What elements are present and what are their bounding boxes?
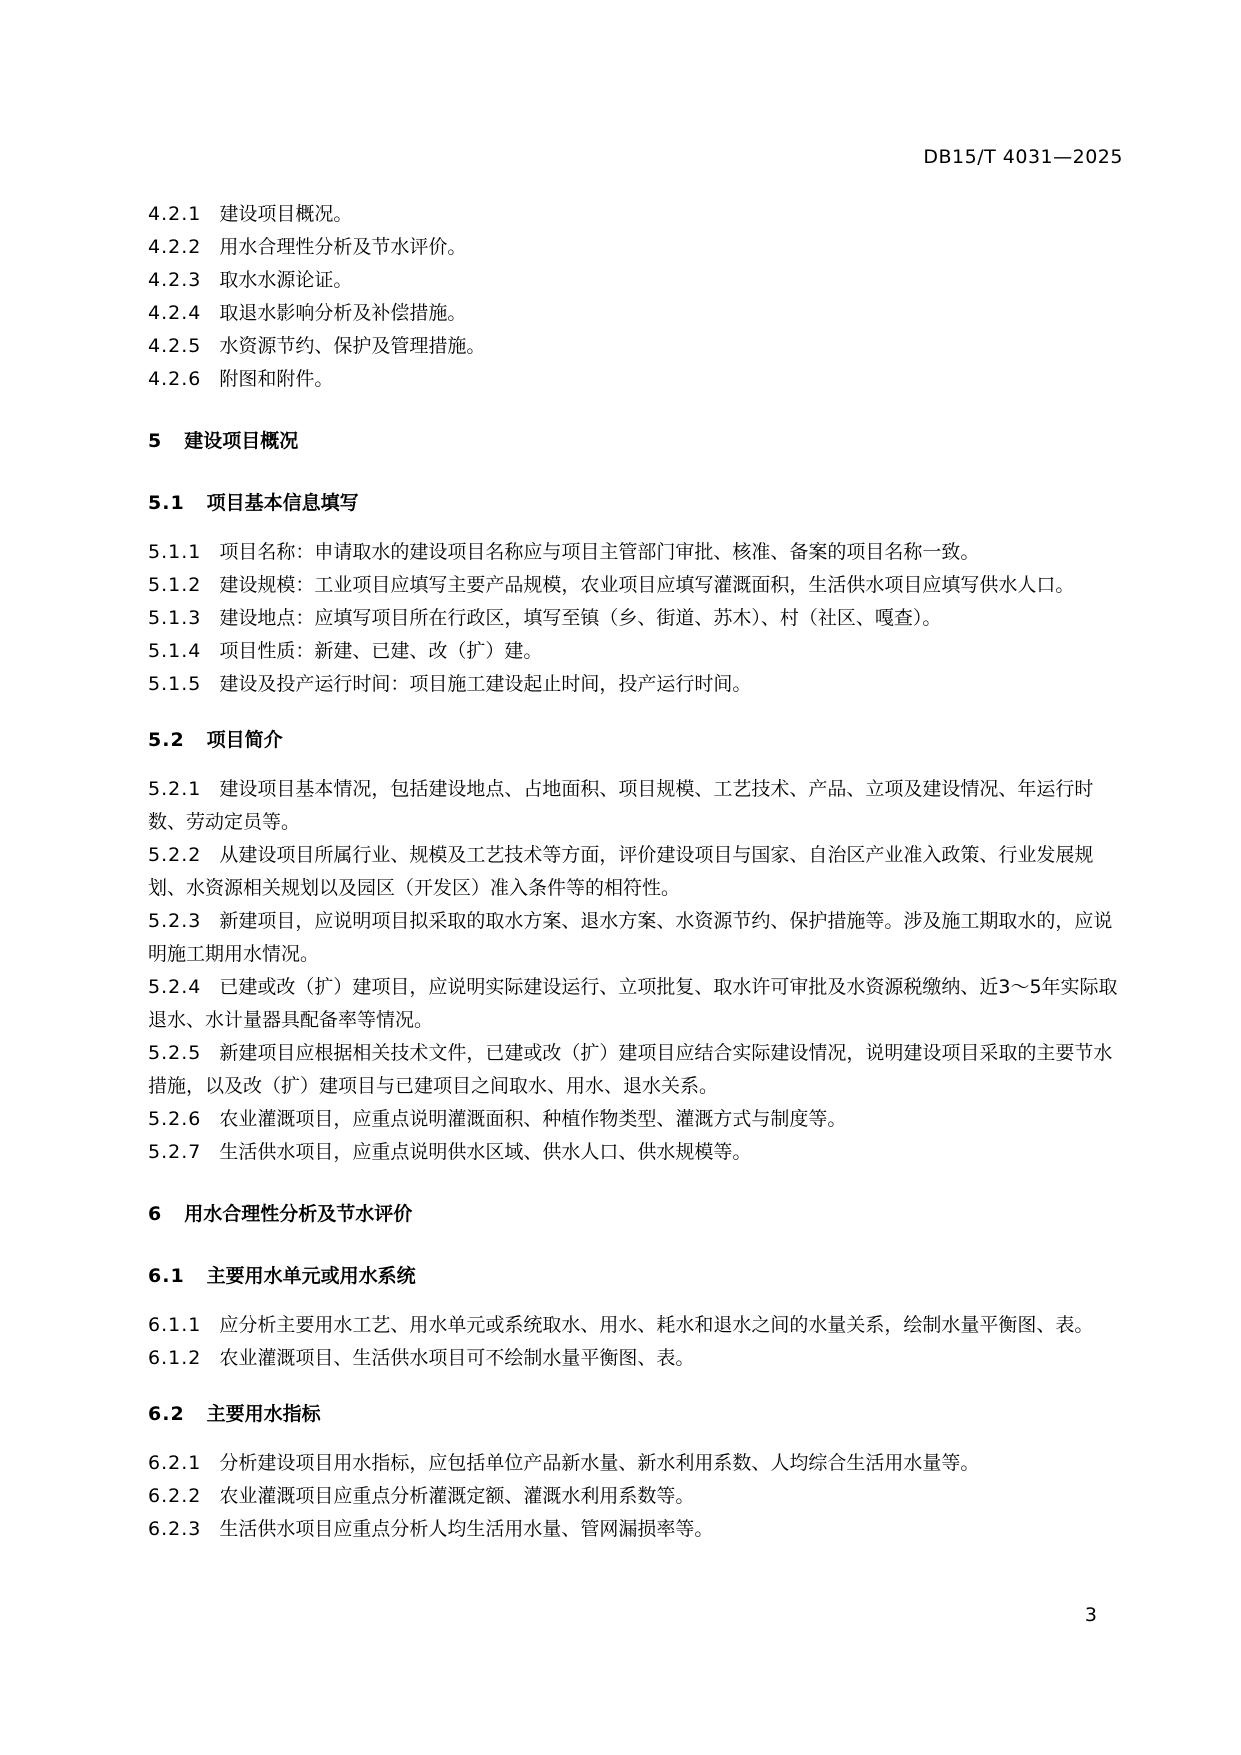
- item-text: 取水水源论证。: [219, 269, 353, 291]
- clause: 6.1.2 农业灌溉项目、生活供水项目可不绘制水量平衡图、表。: [148, 1347, 695, 1369]
- item-number: 4.2.4: [148, 302, 202, 324]
- page-number: 3: [1084, 1604, 1097, 1626]
- clause: 5.2.1 建设项目基本情况，包括建设地点、占地面积、项目规模、工艺技术、产品、立项及建设情况、年运行时数、劳动定员等。: [148, 778, 1094, 833]
- clause: 5.1.3 建设地点：应填写项目所在行政区，填写至镇（乡、街道、苏木）、村（社区、嘎查）。: [148, 607, 942, 629]
- section-5-1-items: [148, 536, 1123, 701]
- clause: 5.2.5 新建项目应根据相关技术文件，已建或改（扩）建项目应结合实际建设情况，说明建设项目采取的主要节水措施，以及改（扩）建项目与已建项目之间取水、用水、退水关系。: [148, 1042, 1113, 1097]
- list-item: [148, 231, 1123, 264]
- item-text: 附图和附件。: [219, 368, 334, 390]
- list-item: [148, 264, 1123, 297]
- item-number: 4.2.5: [148, 335, 202, 357]
- section-6-heading: 6 用水合理性分析及节水评价: [148, 1203, 413, 1225]
- item-number: 4.2.1: [148, 203, 202, 225]
- document-code: DB15/T 4031—2025: [923, 146, 1123, 168]
- clause: 6.2.3 生活供水项目应重点分析人均生活用水量、管网漏损率等。: [148, 1518, 714, 1540]
- clause: 5.1.5 建设及投产运行时间：项目施工建设起止时间，投产运行时间。: [148, 673, 752, 695]
- section-6-2-items: [148, 1447, 1123, 1546]
- page-content: [148, 198, 1123, 1546]
- item-text: 取退水影响分析及补偿措施。: [219, 302, 467, 324]
- section-5-heading: 5 建设项目概况: [148, 430, 299, 452]
- section-5-2-items: [148, 773, 1123, 1169]
- clause: 5.2.7 生活供水项目，应重点说明供水区域、供水人口、供水规模等。: [148, 1141, 752, 1163]
- clause: 5.2.6 农业灌溉项目，应重点说明灌溉面积、种植作物类型、灌溉方式与制度等。: [148, 1108, 847, 1130]
- clause: 6.1.1 应分析主要用水工艺、用水单元或系统取水、用水、耗水和退水之间的水量关系，绘制水量平衡图、表。: [148, 1314, 1094, 1336]
- item-text: 建设项目概况。: [219, 203, 353, 225]
- list-item: [148, 363, 1123, 396]
- clause: 6.2.1 分析建设项目用水指标，应包括单位产品新水量、新水利用系数、人均综合生活用水量等。: [148, 1452, 980, 1474]
- section-6-1-items: [148, 1309, 1123, 1375]
- list-item: [148, 330, 1123, 363]
- clause: 5.1.4 项目性质：新建、已建、改（扩）建。: [148, 640, 543, 662]
- item-text: 水资源节约、保护及管理措施。: [219, 335, 486, 357]
- clause: 5.2.4 已建或改（扩）建项目，应说明实际建设运行、立项批复、取水许可审批及水资源税缴纳、近3～5年实际取退水、水计量器具配备率等情况。: [148, 976, 1118, 1031]
- clause: 5.2.2 从建设项目所属行业、规模及工艺技术等方面，评价建设项目与国家、自治区产业准入政策、行业发展规划、水资源相关规划以及园区（开发区）准入条件等的相符性。: [148, 844, 1094, 899]
- section-6-2-heading: 6.2 主要用水指标: [148, 1403, 321, 1425]
- section-5-2-heading: 5.2 项目简介: [148, 729, 283, 751]
- clause: 6.2.2 农业灌溉项目应重点分析灌溉定额、灌溉水利用系数等。: [148, 1485, 695, 1507]
- list-item: [148, 198, 1123, 231]
- section-5-1-heading: 5.1 项目基本信息填写: [148, 492, 359, 514]
- clause: 5.2.3 新建项目，应说明项目拟采取的取水方案、退水方案、水资源节约、保护措施等。涉及施工期取水的，应说明施工期用水情况。: [148, 910, 1113, 965]
- item-text: 用水合理性分析及节水评价。: [219, 236, 467, 258]
- item-number: 4.2.2: [148, 236, 202, 258]
- section-6-1-heading: 6.1 主要用水单元或用水系统: [148, 1265, 416, 1287]
- item-number: 4.2.3: [148, 269, 202, 291]
- clause: 5.1.2 建设规模：工业项目应填写主要产品规模，农业项目应填写灌溉面积，生活供水项目应填写供水人口。: [148, 574, 1075, 596]
- item-number: 4.2.6: [148, 368, 202, 390]
- clause: 5.1.1 项目名称：申请取水的建设项目名称应与项目主管部门审批、核准、备案的项目名称一致。: [148, 541, 980, 563]
- section-4-2-list: [148, 198, 1123, 396]
- list-item: [148, 297, 1123, 330]
